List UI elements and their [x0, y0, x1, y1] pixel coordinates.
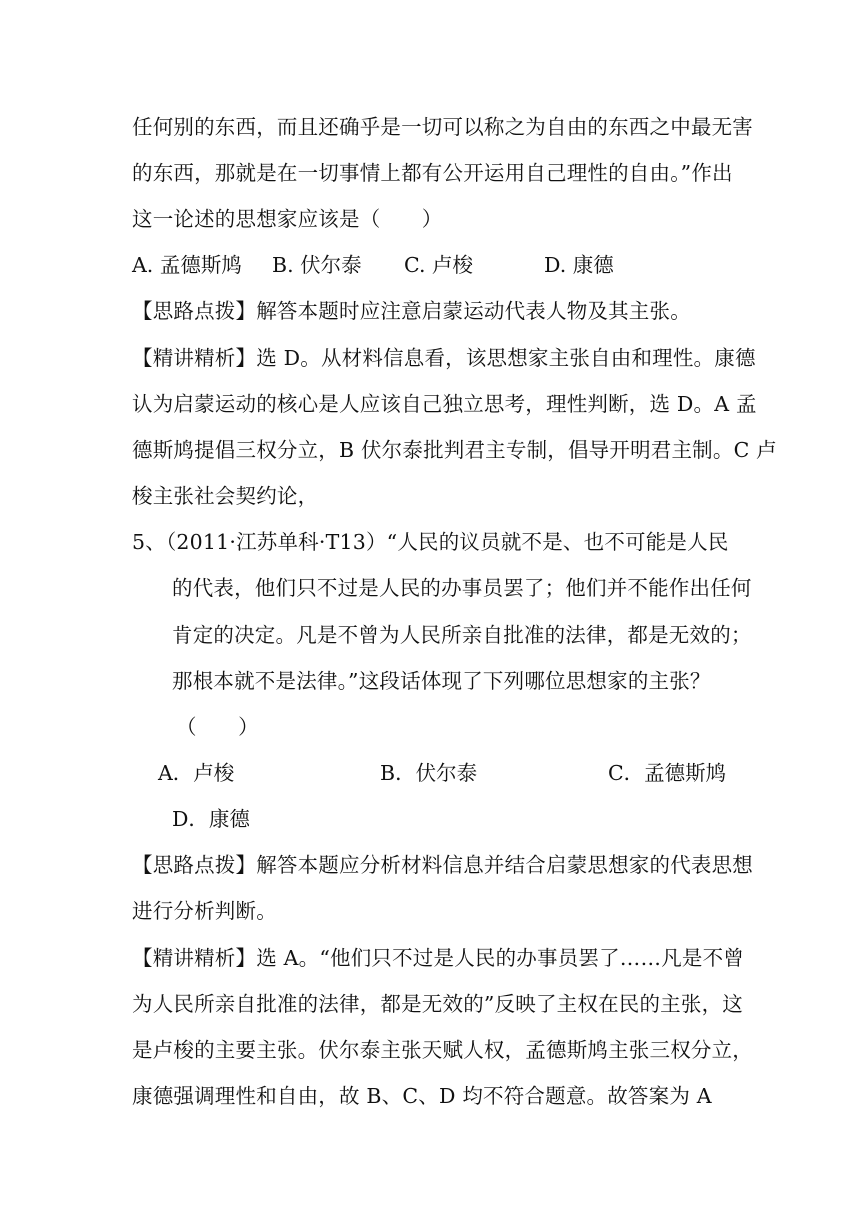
- q5-analysis-line-4: 康德强调理性和自由，故 B、C、D 均不符合题意。故答案为 A: [132, 1084, 712, 1108]
- q5-option-b: B．伏尔泰: [380, 761, 478, 785]
- q4-option-b: B. 伏尔泰: [272, 253, 362, 277]
- q4-analysis-line-3: 德斯鸠提倡三权分立，B 伏尔泰批判君主专制，倡导开明君主制。C 卢: [132, 438, 777, 462]
- q4-option-a: A. 孟德斯鸠: [132, 253, 242, 277]
- q4-hint: 【思路点拨】解答本题时应注意启蒙运动代表人物及其主张。: [132, 299, 691, 323]
- q5-option-c: C．孟德斯鸠: [608, 761, 727, 785]
- q4-analysis-line-1: 【精讲精析】选 D。从材料信息看，该思想家主张自由和理性。康德: [132, 346, 756, 370]
- q5-option-d: D．康德: [172, 807, 250, 831]
- q5-hint-line-2: 进行分析判断。: [132, 899, 277, 923]
- q5-stem-line-3: 肯定的决定。凡是不曾为人民所亲自批准的法律，都是无效的；: [172, 623, 752, 647]
- q5-stem-line-2: 的代表，他们只不过是人民的办事员罢了；他们并不能作出任何: [172, 576, 752, 600]
- q4-analysis-line-2: 认为启蒙运动的核心是人应该自己独立思考，理性判断，选 D。A 孟: [132, 392, 757, 416]
- q5-hint-line-1: 【思路点拨】解答本题应分析材料信息并结合启蒙思想家的代表思想: [132, 853, 753, 877]
- q5-analysis-line-1: 【精讲精析】选 A。“他们只不过是人民的办事员罢了……凡是不曾: [132, 946, 744, 970]
- q5-analysis-line-2: 为人民所亲自批准的法律，都是无效的”反映了主权在民的主张，这: [132, 992, 743, 1016]
- q4-stem-line-1: 任何别的东西，而且还确乎是一切可以称之为自由的东西之中最无害: [132, 115, 753, 139]
- q4-analysis-line-4: 梭主张社会契约论，: [132, 484, 319, 508]
- q5-analysis-line-3: 是卢梭的主要主张。伏尔泰主张天赋人权，孟德斯鸠主张三权分立，: [132, 1038, 753, 1062]
- q4-stem-line-2: 的东西，那就是在一切事情上都有公开运用自己理性的自由。”作出: [132, 161, 733, 185]
- q4-stem-line-3: 这一论述的思想家应该是（ ）: [132, 207, 443, 231]
- q5-stem-line-1: 5、（2011·江苏单科·T13）“人民的议员就不是、也不可能是人民: [132, 530, 729, 554]
- q4-option-c: C. 卢梭: [404, 253, 473, 277]
- q5-stem-line-4: 那根本就不是法律。”这段话体现了下列哪位思想家的主张？: [172, 669, 711, 693]
- q5-option-a: A．卢梭: [158, 761, 235, 785]
- q4-option-d: D. 康德: [544, 253, 614, 277]
- q5-stem-line-5: （ ）: [176, 715, 259, 739]
